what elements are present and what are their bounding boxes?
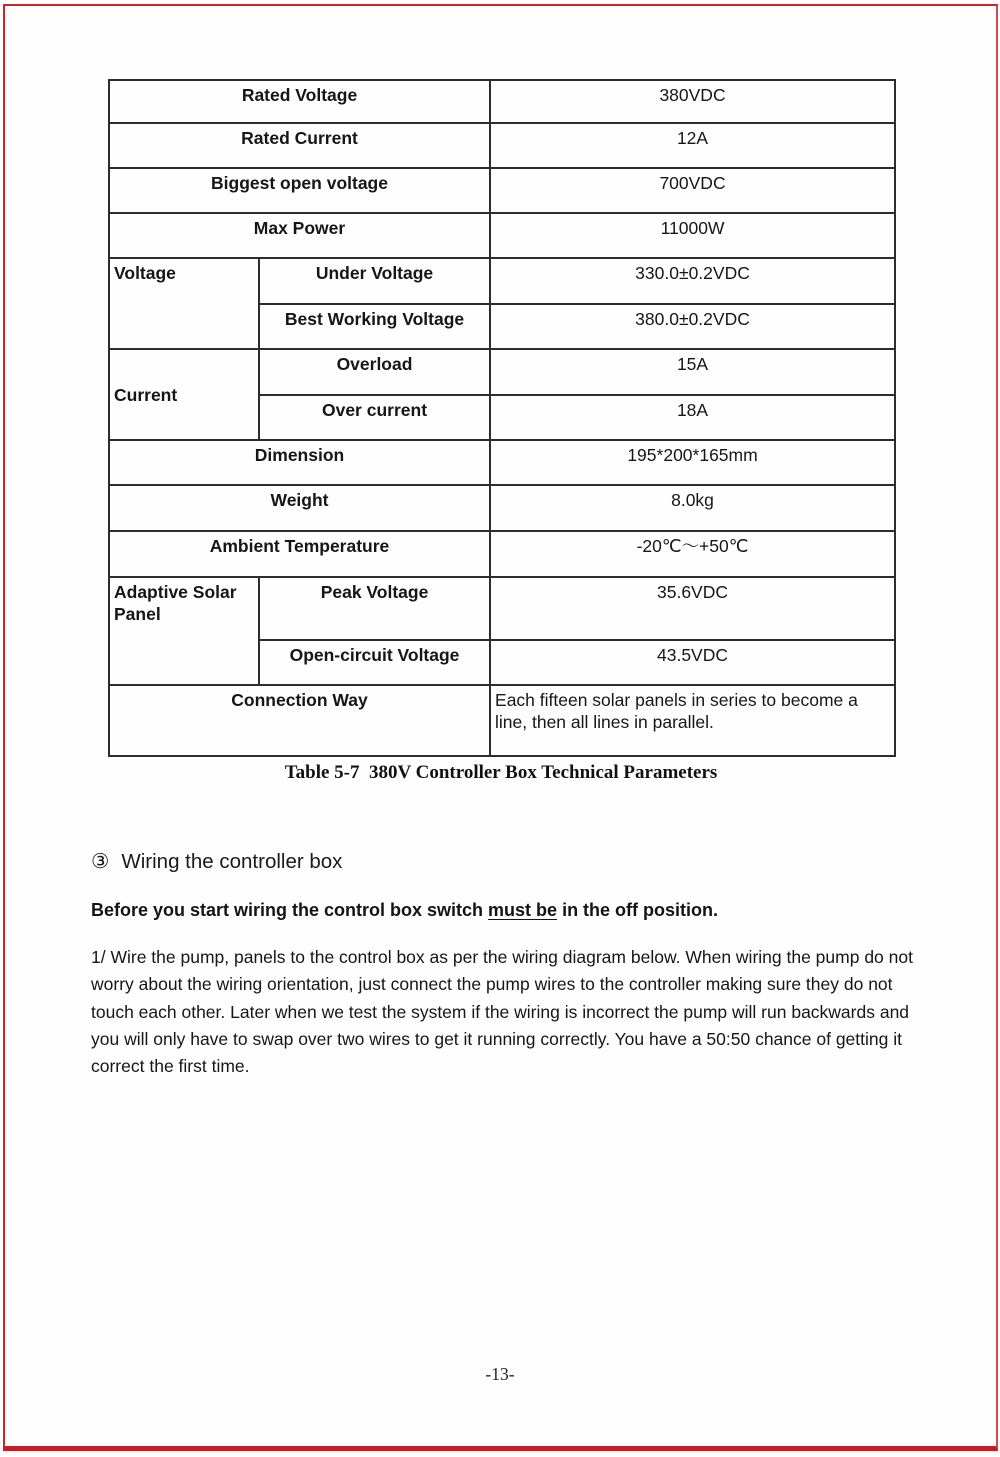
page-number: -13- (485, 1364, 515, 1384)
param-label-biggest-open-voltage: Biggest open voltage (109, 168, 490, 213)
param-value-biggest-open-voltage: 700VDC (490, 168, 895, 213)
param-label-peak-voltage: Peak Voltage (259, 577, 490, 640)
param-value-rated-current: 12A (490, 123, 895, 168)
instruction-paragraph: 1/ Wire the pump, panels to the control box as per the wiring diagram below. When wiring the pump do not worry about the wiring orientation, just connect the pump wires to the controller making sure they do not touch each other. Later when we test the system if the wiring is incorrect the pump will run backwards and you will only have to swap over two wires to get it running correctly. You have a 50:50 chance of getting it correct the first time. (91, 947, 913, 1077)
param-label-open-circuit-voltage: Open-circuit Voltage (259, 640, 490, 685)
param-group-current: Current (109, 349, 259, 440)
warning-text-after: in the off position. (557, 900, 719, 920)
param-value-peak-voltage: 35.6VDC (490, 577, 895, 640)
param-value-dimension: 195*200*165mm (490, 440, 895, 485)
param-value-over-current: 18A (490, 395, 895, 440)
param-label-over-current: Over current (259, 395, 490, 440)
table-row (109, 485, 895, 531)
circled-number-icon: ③ (91, 850, 110, 873)
param-value-weight: 8.0kg (490, 485, 895, 531)
param-label-rated-current: Rated Current (109, 123, 490, 168)
param-group-voltage: Voltage (109, 258, 259, 349)
technical-parameters-table (108, 79, 896, 757)
param-label-connection-way: Connection Way (109, 685, 490, 756)
table-row (109, 213, 895, 258)
param-value-best-working-voltage: 380.0±0.2VDC (490, 304, 895, 349)
param-value-open-circuit-voltage: 43.5VDC (490, 640, 895, 685)
param-label-best-working-voltage: Best Working Voltage (259, 304, 490, 349)
warning-sentence (91, 900, 718, 921)
table-caption: Table 5-7 380V Controller Box Technical Parameters (284, 762, 718, 783)
table-row (109, 440, 895, 485)
param-label-dimension: Dimension (109, 440, 490, 485)
section-heading-text: Wiring the controller box (121, 850, 343, 873)
param-label-weight: Weight (109, 485, 490, 531)
param-label-ambient-temperature: Ambient Temperature (109, 531, 490, 577)
warning-text-underlined: must be (488, 900, 558, 920)
section-heading (91, 849, 342, 874)
param-value-max-power: 11000W (490, 213, 895, 258)
table-row (109, 531, 895, 577)
param-value-rated-voltage: 380VDC (490, 80, 895, 123)
table-row (109, 80, 895, 123)
param-value-connection-way: Each fifteen solar panels in series to become a line, then all lines in parallel. (490, 685, 895, 756)
table-row (109, 577, 895, 640)
warning-text-before: Before you start wiring the control box switch (91, 900, 489, 920)
param-label-overload: Overload (259, 349, 490, 395)
param-label-rated-voltage: Rated Voltage (109, 80, 490, 123)
param-group-adaptive-solar-panel: Adaptive Solar Panel (109, 577, 259, 685)
table-row (109, 123, 895, 168)
param-value-under-voltage: 330.0±0.2VDC (490, 258, 895, 304)
param-label-under-voltage: Under Voltage (259, 258, 490, 304)
param-value-overload: 15A (490, 349, 895, 395)
param-label-max-power: Max Power (109, 213, 490, 258)
table-row (109, 258, 895, 304)
table-row (109, 349, 895, 395)
table-row (109, 685, 895, 756)
table-row (109, 168, 895, 213)
param-value-ambient-temperature: -20℃～+50℃ (490, 531, 895, 577)
